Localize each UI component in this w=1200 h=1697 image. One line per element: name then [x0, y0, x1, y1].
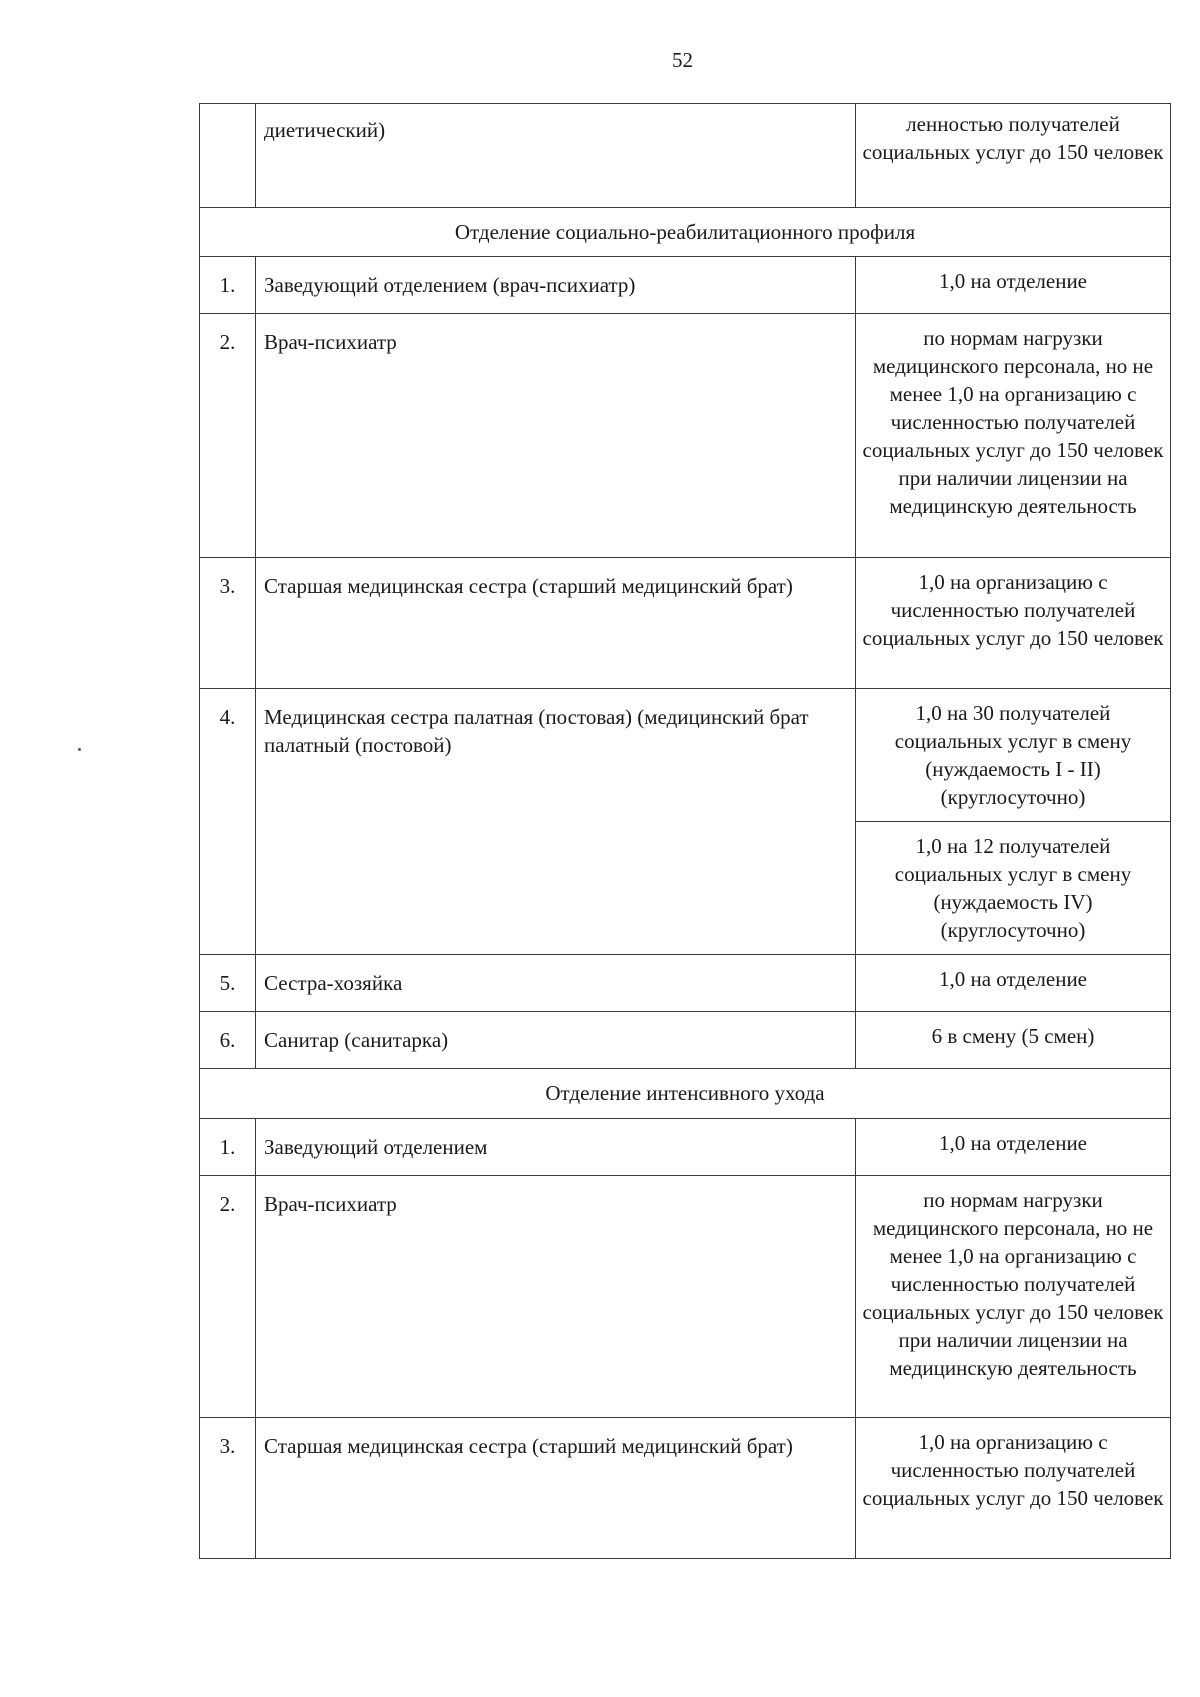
row-number: 3.: [200, 558, 256, 689]
staffing-norm: 1,0 на отделение: [856, 955, 1171, 1012]
staffing-norm: ленностью получателей социальных услуг до 150 человек: [856, 104, 1171, 208]
row-number: [200, 104, 256, 208]
position-name: Заведующий отделением (врач-психиатр): [256, 257, 856, 314]
table-row: [200, 314, 1171, 558]
table-row: [200, 1418, 1171, 1559]
position-name: Врач-психиатр: [256, 1176, 856, 1418]
staffing-norm: 6 в смену (5 смен): [856, 1012, 1171, 1069]
section-header-row: [200, 208, 1171, 257]
staffing-table: [199, 103, 1171, 1559]
table-row: [200, 558, 1171, 689]
table-row: [200, 689, 1171, 822]
position-name: Санитар (санитарка): [256, 1012, 856, 1069]
section-header-row: [200, 1069, 1171, 1119]
row-number: 2.: [200, 314, 256, 558]
page-number: 52: [672, 48, 693, 72]
position-name: Сестра-хозяйка: [256, 955, 856, 1012]
section-title: Отделение социально-реабилитационного профиля: [200, 208, 1171, 257]
row-number: 6.: [200, 1012, 256, 1069]
row-number: 1.: [200, 257, 256, 314]
table-row: [200, 1012, 1171, 1069]
row-number: 3.: [200, 1418, 256, 1559]
table-row-continuation: [200, 104, 1171, 208]
staffing-norm: по нормам нагрузки медицинского персонала, но не менее 1,0 на организацию с численностью получателей социальных услуг до 150 человек при наличии лицензии на медицинскую деятельность: [856, 314, 1171, 558]
position-name: Старшая медицинская сестра (старший медицинский брат): [256, 558, 856, 689]
row-number: 4.: [200, 689, 256, 955]
staffing-norm: 1,0 на 12 получателей социальных услуг в смену (нуждаемость IV) (круглосуточно): [856, 822, 1171, 955]
table-row: [200, 1176, 1171, 1418]
staffing-norm: 1,0 на организацию с численностью получателей социальных услуг до 150 человек: [856, 1418, 1171, 1559]
staffing-norm: 1,0 на 30 получателей социальных услуг в смену (нуждаемость I - II) (круглосуточно): [856, 689, 1171, 822]
table-row: [200, 257, 1171, 314]
staffing-norm: 1,0 на организацию с численностью получателей социальных услуг до 150 человек: [856, 558, 1171, 689]
section-title: Отделение интенсивного ухода: [200, 1069, 1171, 1119]
position-name: диетический): [256, 104, 856, 208]
row-number: 1.: [200, 1119, 256, 1176]
position-name: Врач-психиатр: [256, 314, 856, 558]
row-number: 2.: [200, 1176, 256, 1418]
staffing-norm: 1,0 на отделение: [856, 1119, 1171, 1176]
staffing-norm: по нормам нагрузки медицинского персонала, но не менее 1,0 на организацию с численностью получателей социальных услуг до 150 человек при наличии лицензии на медицинскую деятельность: [856, 1176, 1171, 1418]
position-name: Заведующий отделением: [256, 1119, 856, 1176]
position-name: Старшая медицинская сестра (старший медицинский брат): [256, 1418, 856, 1559]
staffing-norm: 1,0 на отделение: [856, 257, 1171, 314]
row-number: 5.: [200, 955, 256, 1012]
scan-speck: [78, 748, 81, 751]
position-name: Медицинская сестра палатная (постовая) (медицинский брат палатный (постовой): [256, 689, 856, 955]
table-row: [200, 955, 1171, 1012]
table-row: [200, 1119, 1171, 1176]
